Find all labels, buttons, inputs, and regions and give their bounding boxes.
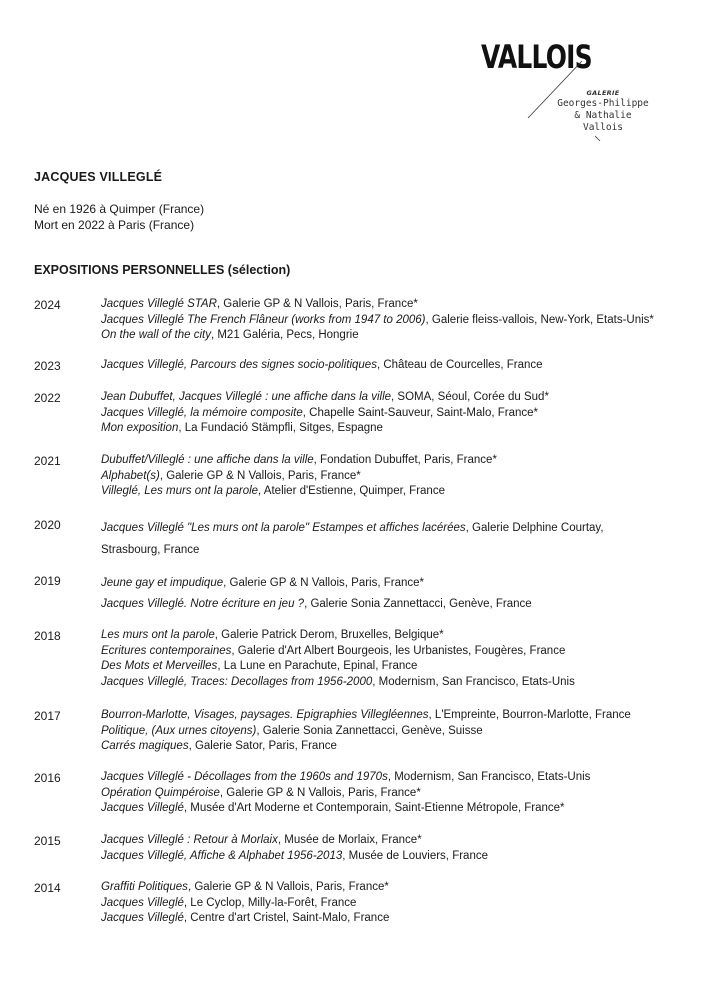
exhibition-entry	[101, 675, 575, 691]
logo-galerie-label: GALERIE	[586, 89, 620, 97]
exhibition-year-entries	[101, 573, 532, 615]
exhibition-year: 2019	[34, 574, 61, 588]
exhibition-entry	[101, 313, 654, 329]
exhibition-year: 2021	[34, 454, 61, 468]
exhibition-entry	[101, 390, 549, 406]
exhibition-venue: , Modernism, San Francisco, Etats-Unis	[387, 771, 591, 783]
exhibition-title: Jacques Villeglé STAR	[101, 298, 217, 310]
exhibition-title: Opération Quimpéroise	[101, 786, 220, 799]
exhibition-entry	[101, 594, 532, 615]
exhibition-year-entries	[101, 628, 575, 690]
exhibition-venue: , Galerie GP & N Vallois, Paris, France*	[187, 881, 389, 893]
exhibition-title: Graffiti Politiques	[101, 881, 188, 893]
logo-subtitle	[548, 88, 658, 134]
exhibition-venue: , Galerie d'Art Albert Bourgeois, les Urbanistes, Fougères, France	[231, 644, 566, 657]
exhibition-venue: , Musée de Louviers, France	[342, 849, 488, 862]
exhibition-year-entries	[101, 708, 631, 755]
exhibition-entry	[101, 297, 654, 313]
exhibition-title: Bourron-Marlotte, Visages, paysages. Epigraphies Villegléennes	[101, 709, 429, 721]
exhibition-title: Les murs ont la parole	[101, 629, 215, 641]
exhibition-entry	[101, 833, 488, 849]
exhibition-title: Jacques Villeglé - Décollages from the 1960s and 1970s	[101, 771, 388, 783]
exhibition-venue: , Musée d'Art Moderne et Contemporain, Saint-Etienne Métropole, France*	[183, 802, 565, 814]
exhibition-title: Mon exposition	[101, 422, 179, 434]
exhibition-title: Jacques Villeglé, Traces: Decollages from 1956-2000	[101, 675, 373, 688]
exhibition-venue: , Galerie GP & N Vallois, Paris, France*	[223, 577, 425, 589]
exhibition-venue: , Atelier d'Estienne, Quimper, France	[258, 485, 445, 497]
logo-line-3: Vallois	[582, 122, 624, 133]
exhibition-year: 2017	[34, 709, 61, 723]
exhibition-year: 2016	[34, 771, 61, 785]
exhibition-venue: , Château de Courcelles, France	[376, 359, 543, 371]
exhibition-venue: , Le Cyclop, Milly-la-Forêt, France	[183, 896, 357, 909]
artist-bio	[34, 201, 204, 233]
exhibition-year: 2024	[34, 298, 61, 312]
exhibition-year: 2020	[34, 518, 61, 532]
exhibition-year: 2023	[34, 359, 61, 373]
exhibition-year-entries	[101, 297, 654, 344]
exhibition-year-entries	[101, 880, 389, 927]
exhibition-entry	[101, 469, 497, 485]
exhibition-entry	[101, 406, 549, 422]
exhibition-title: Jean Dubuffet, Jacques Villeglé : une affiche dans la ville	[101, 391, 392, 403]
exhibition-title: Jacques Villeglé The French Flâneur (works from 1947 to 2006)	[101, 313, 426, 326]
exhibition-title: Ecritures contemporaines	[101, 644, 232, 657]
exhibition-year-entries	[101, 770, 590, 817]
exhibition-entry	[101, 628, 575, 644]
artist-died: Mort en 2022 à Paris (France)	[34, 218, 195, 232]
exhibition-entry	[101, 739, 631, 755]
exhibition-entry	[101, 770, 590, 786]
exhibition-entry	[101, 896, 389, 912]
exhibition-title: Jacques Villeglé. Notre écriture en jeu ?	[101, 598, 305, 610]
exhibition-entry	[101, 517, 604, 539]
exhibition-year: 2015	[34, 834, 61, 848]
exhibition-entry	[101, 644, 575, 660]
exhibition-venue: , Galerie GP & N Vallois, Paris, France*	[216, 298, 418, 310]
exhibition-entry	[101, 911, 389, 927]
artist-name: JACQUES VILLEGLÉ	[34, 170, 163, 184]
exhibition-title: Jacques Villeglé, Affiche & Alphabet 1956-2013	[101, 849, 343, 862]
exhibition-venue: , Galerie Sonia Zannettacci, Genève, Suisse	[256, 724, 483, 737]
exhibition-venue: , Musée de Morlaix, France*	[277, 834, 422, 846]
exhibition-venue: , La Lune en Parachute, Epinal, France	[217, 660, 418, 672]
exhibition-venue: , La Fundació Stämpfli, Sitges, Espagne	[178, 422, 383, 434]
exhibition-entry	[101, 849, 488, 865]
exhibition-title: Jacques Villeglé	[101, 896, 184, 909]
exhibition-title: On the wall of the city	[101, 329, 211, 341]
exhibition-venue: , Galerie GP & N Vallois, Paris, France*	[219, 786, 421, 799]
exhibition-title: Des Mots et Merveilles	[101, 660, 218, 672]
exhibition-title: Jacques Villeglé	[101, 802, 184, 814]
exhibition-year-entries	[101, 358, 543, 374]
exhibition-venue: , Galerie GP & N Vallois, Paris, France*	[159, 469, 361, 482]
exhibition-title: Jacques Villeglé "Les murs ont la parole" Estampes et affiches lacérées	[101, 522, 466, 534]
exhibition-entry	[101, 484, 497, 500]
logo-line-1: Georges-Philippe	[557, 98, 649, 109]
exhibition-entry	[101, 573, 532, 594]
exhibition-title: Alphabet(s)	[101, 469, 160, 482]
exhibition-title: Jacques Villeglé	[101, 912, 184, 924]
exhibition-year-entries	[101, 453, 497, 500]
exhibition-title: Dubuffet/Villeglé : une affiche dans la ville	[101, 454, 314, 466]
exhibition-title: Politique, (Aux urnes citoyens)	[101, 724, 257, 737]
artist-born: Né en 1926 à Quimper (France)	[34, 202, 205, 216]
exhibition-venue: , SOMA, Séoul, Corée du Sud*	[391, 391, 549, 403]
exhibition-year-entries	[101, 833, 488, 864]
exhibition-year: 2022	[34, 391, 61, 405]
exhibition-entry	[101, 801, 590, 817]
exhibition-title: Jacques Villeglé : Retour à Morlaix	[101, 834, 278, 846]
exhibition-entry	[101, 453, 497, 469]
exhibition-title: Villeglé, Les murs ont la parole	[101, 485, 259, 497]
exhibition-venue: Strasbourg, France	[101, 544, 200, 556]
exhibition-title: Jacques Villeglé, Parcours des signes socio-politiques	[101, 359, 377, 371]
exhibition-entry	[101, 421, 549, 437]
exhibition-venue: , M21 Galéria, Pecs, Hongrie	[210, 329, 359, 341]
exhibition-title: Carrés magiques	[101, 740, 189, 752]
exhibition-venue: , Chapelle Saint-Sauveur, Saint-Malo, France*	[302, 406, 539, 419]
exhibition-year-entries	[101, 390, 549, 437]
exhibition-entry	[101, 786, 590, 802]
logo-line-2: & Nathalie	[574, 110, 632, 121]
exhibition-venue: , Galerie Sator, Paris, France	[188, 740, 337, 752]
section-title: EXPOSITIONS PERSONNELLES (sélection)	[34, 263, 291, 277]
exhibition-venue: , Galerie Delphine Courtay,	[465, 522, 604, 534]
exhibition-venue: , L'Empreinte, Bourron-Marlotte, France	[428, 709, 631, 721]
logo-diagonal-line	[0, 0, 707, 160]
exhibition-year: 2014	[34, 881, 61, 895]
exhibition-entry	[101, 880, 389, 896]
exhibition-entry	[101, 724, 631, 740]
exhibition-year: 2018	[34, 629, 61, 643]
exhibition-entry	[101, 659, 575, 675]
logo-wordmark: VALLOIS	[481, 38, 592, 76]
exhibition-venue: , Fondation Dubuffet, Paris, France*	[313, 454, 497, 466]
exhibition-venue: , Galerie fleiss-vallois, New-York, Etats-Unis*	[425, 313, 654, 326]
exhibition-entry	[101, 708, 631, 724]
exhibition-venue: , Galerie Patrick Derom, Bruxelles, Belgique*	[214, 629, 444, 641]
exhibition-title: Jacques Villeglé, la mémoire composite	[101, 406, 303, 419]
exhibition-venue: , Modernism, San Francisco, Etats-Unis	[372, 675, 575, 688]
exhibition-title: Jeune gay et impudique	[101, 577, 224, 589]
exhibition-entry	[101, 328, 654, 344]
exhibition-venue: , Galerie Sonia Zannettacci, Genève, France	[304, 598, 532, 610]
exhibition-year-entries	[101, 517, 604, 561]
exhibition-entry	[101, 358, 543, 374]
exhibition-entry	[101, 539, 604, 561]
exhibition-venue: , Centre d'art Cristel, Saint-Malo, France	[183, 912, 390, 924]
